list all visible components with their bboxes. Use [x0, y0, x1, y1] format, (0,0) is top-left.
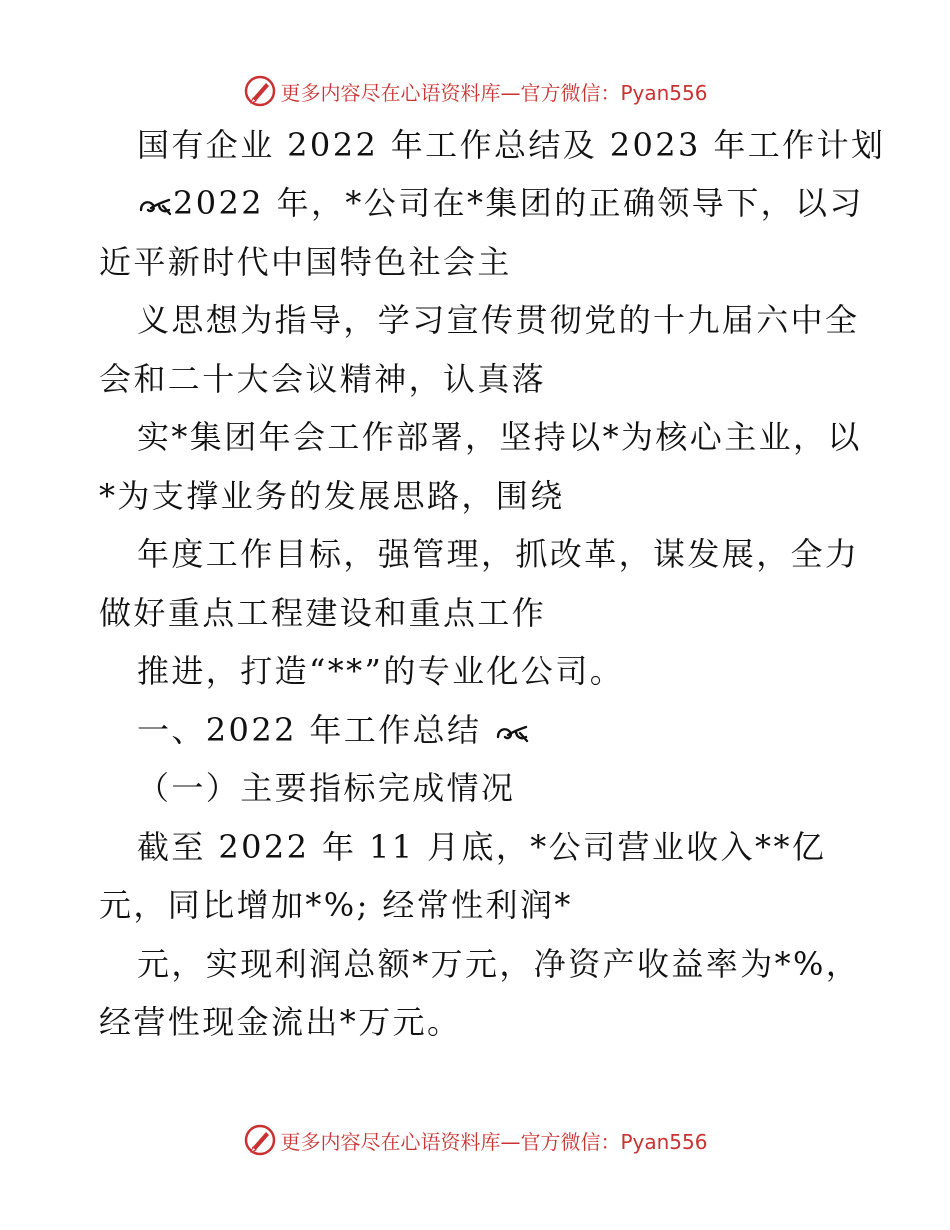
- paragraph-line: 近平新时代中国特色社会主: [99, 243, 512, 281]
- pen-logo-icon: [242, 1122, 278, 1158]
- paragraph-text: 2022 年，*公司在*集团的正确领导下，以习: [173, 184, 864, 222]
- paragraph-line: 推进，打造“**”的专业化公司。: [137, 652, 625, 690]
- paragraph-line: *为支撑业务的发展思路，围绕: [99, 477, 565, 515]
- paragraph-line: 截至 2022 年 11 月底，*公司营业收入**亿: [137, 828, 827, 866]
- paragraph-line: 年度工作目标，强管理，抓改革，谋发展，全力: [137, 535, 860, 573]
- paragraph-line: 实*集团年会工作部署，坚持以*为核心主业，以: [137, 418, 862, 456]
- flourish-icon: [137, 192, 173, 220]
- pen-logo-icon: [242, 73, 278, 109]
- section-heading-text: 一、2022 年工作总结: [137, 711, 482, 749]
- subsection-heading: （一）主要指标完成情况: [137, 769, 516, 807]
- paragraph-line: 元，同比增加*%; 经常性利润*: [99, 886, 573, 924]
- paragraph-line: 经营性现金流出*万元。: [99, 1003, 462, 1041]
- watermark-banner-top: [0, 71, 950, 111]
- paragraph-line: [137, 183, 864, 223]
- paragraph-line: 元，实现利润总额*万元，净资产收益率为*%，: [137, 945, 861, 983]
- paragraph-line: 义思想为指导，学习宣传贯彻党的十九届六中全: [137, 301, 860, 339]
- watermark-banner-bottom: [0, 1120, 950, 1160]
- watermark-text: 更多内容尽在心语资料库—官方微信：Pyan556: [280, 80, 708, 105]
- paragraph-line: 做好重点工程建设和重点工作: [99, 594, 547, 632]
- document-title: 国有企业 2022 年工作总结及 2023 年工作计划: [137, 126, 886, 164]
- paragraph-line: 会和二十大会议精神，认真落: [99, 360, 547, 398]
- watermark-text: 更多内容尽在心语资料库—官方微信：Pyan556: [280, 1129, 708, 1154]
- flourish-icon: [494, 719, 530, 747]
- section-heading: [137, 710, 530, 750]
